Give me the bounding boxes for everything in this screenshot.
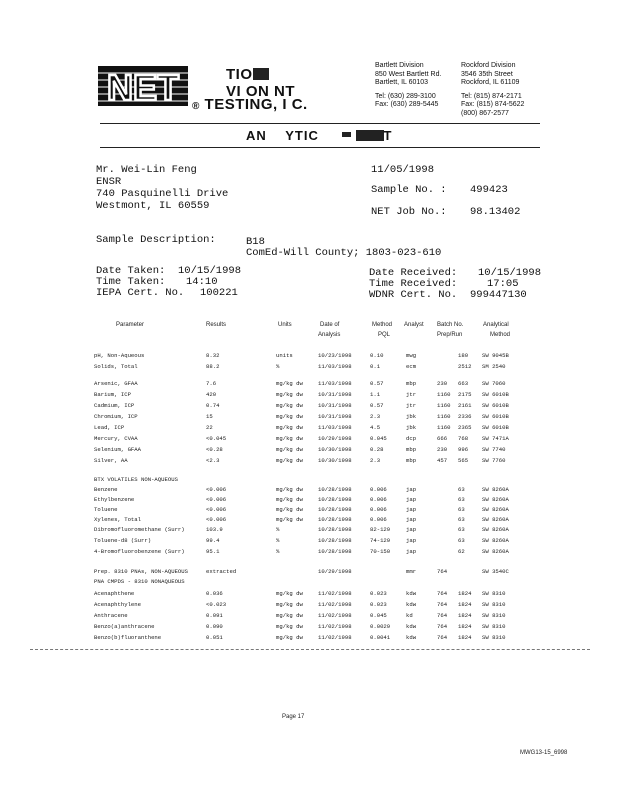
table-cell-batch-run: 663 [458, 380, 469, 387]
table-cell-analytical-method: SW 8260A [482, 486, 509, 493]
table-cell-batch-prep: 230 [437, 380, 448, 387]
time-received-label: Time Received: [369, 278, 458, 290]
table-cell-analytical-method: SW 8310 [482, 612, 506, 619]
table-cell-batch-prep: 457 [437, 457, 448, 464]
date-received-label: Date Received: [369, 267, 458, 279]
table-cell-analyst: jbk [406, 424, 417, 431]
table-cell-units: % [276, 526, 280, 533]
company-name-line1: TIO VI ON NT [226, 66, 296, 100]
table-cell-units: mg/kg dw [276, 446, 303, 453]
table-cell-analysis-date: 11/02/1998 [318, 623, 352, 630]
table-cell-units: mg/kg dw [276, 506, 303, 513]
table-cell-batch-prep: 666 [437, 435, 448, 442]
date-taken: 10/15/1998 [178, 265, 242, 277]
table-cell-batch-prep: 1160 [437, 413, 451, 420]
table-cell-pql: 0.57 [370, 380, 384, 387]
table-cell-parameter: Toluene-d8 (Surr) [94, 537, 152, 544]
table-cell-result: 0.090 [206, 623, 223, 630]
table-cell-analysis-date: 11/03/1998 [318, 424, 352, 431]
col-header-parameter: Parameter [116, 322, 145, 328]
table-cell-analytical-method: SW 6010B [482, 391, 509, 398]
table-cell-parameter: Anthracene [94, 612, 128, 619]
table-cell-batch-prep: 764 [437, 634, 448, 641]
table-cell-parameter: Prep. 8310 PNAs, NON-AQUEOUS [94, 568, 188, 575]
table-cell-analyst: jbk [406, 413, 417, 420]
svg-text:NET: NET [107, 67, 179, 106]
table-cell-analyst: mwg [406, 352, 417, 359]
table-cell-result: 15 [206, 413, 213, 420]
table-cell-analyst: jap [406, 496, 417, 503]
table-cell-parameter: Lead, ICP [94, 424, 125, 431]
table-cell-batch-run: 768 [458, 435, 469, 442]
iepa-label: IEPA Cert. No. [96, 287, 185, 299]
table-cell-analysis-date: 10/28/1998 [318, 526, 352, 533]
col-header-analytical: Analytical [483, 322, 509, 328]
table-cell-analyst: jap [406, 516, 417, 523]
table-cell-batch-prep: 764 [437, 612, 448, 619]
table-cell-analysis-date: 10/31/1998 [318, 402, 352, 409]
table-cell-pql: 0.006 [370, 516, 387, 523]
table-cell-analyst: kdw [406, 601, 417, 608]
table-cell-pql: 70-150 [370, 548, 391, 555]
table-cell-analytical-method: SW 8260A [482, 496, 509, 503]
col-header-results: Results [206, 322, 227, 328]
table-cell-parameter: Selenium, GFAA [94, 446, 141, 453]
table-cell-units: units [276, 352, 293, 359]
table-cell-analytical-method: SW 7471A [482, 435, 509, 442]
sample-desc-1: B18 [246, 236, 265, 248]
rockford-division-address: Rockford Division 3546 35th Street Rockford, IL 61109 Tel: (815) 874-2171 Fax: (815) 874-5622 (800) 867-2577 [461, 62, 525, 117]
table-cell-units: mg/kg dw [276, 516, 303, 523]
table-cell-pql: 0.006 [370, 506, 387, 513]
table-cell-result: 0.051 [206, 634, 223, 641]
table-cell-parameter: Mercury, CVAA [94, 435, 138, 442]
table-cell-analytical-method: SW 7060 [482, 380, 506, 387]
time-taken-label: Time Taken: [96, 276, 166, 288]
table-cell-pql: 82-129 [370, 526, 391, 533]
table-cell-analysis-date: 10/28/1998 [318, 486, 352, 493]
col-header-date-of: Date of [320, 322, 340, 328]
job-no-label: NET Job No.: [371, 206, 447, 218]
table-cell-analyst: mbp [406, 446, 417, 453]
table-cell-result: <2.3 [206, 457, 220, 464]
sample-no: 499423 [470, 184, 508, 196]
table-cell-batch-prep: 764 [437, 623, 448, 630]
col-header-batch: Batch No. [437, 322, 464, 328]
col-header-analytical-method: Method [490, 332, 511, 338]
table-cell-analyst: kd [406, 612, 413, 619]
table-cell-parameter: Chromium, ICP [94, 413, 138, 420]
table-cell-pql: 0.28 [370, 446, 384, 453]
table-cell-analysis-date: 10/29/1998 [318, 435, 352, 442]
table-cell-units: mg/kg dw [276, 424, 303, 431]
table-cell-analysis-date: 10/28/1998 [318, 506, 352, 513]
table-cell-result: 0.091 [206, 612, 223, 619]
table-cell-analyst: jtr [406, 402, 417, 409]
table-cell-units: mg/kg dw [276, 380, 303, 387]
table-cell-analyst: dcp [406, 435, 417, 442]
table-cell-result: <0.045 [206, 435, 227, 442]
table-cell-parameter: Benzo(a)anthracene [94, 623, 155, 630]
table-cell-result: <0.023 [206, 601, 227, 608]
table-cell-analysis-date: 10/29/1998 [318, 568, 352, 575]
table-cell-batch-run: 1824 [458, 601, 472, 608]
table-cell-parameter: pH, Non-Aqueous [94, 352, 145, 359]
table-cell-analytical-method: SW 6010B [482, 413, 509, 420]
table-cell-units: mg/kg dw [276, 601, 303, 608]
table-cell-pql: 0.0029 [370, 623, 391, 630]
table-cell-result: <0.006 [206, 496, 227, 503]
table-cell-analytical-method: SW 8260A [482, 526, 509, 533]
table-cell-result: extracted [206, 568, 237, 575]
date-received: 10/15/1998 [478, 267, 542, 279]
table-cell-units: % [276, 548, 280, 555]
table-cell-analyst: jap [406, 486, 417, 493]
table-cell-batch-run: 1824 [458, 612, 472, 619]
table-cell-analytical-method: SW 6010B [482, 424, 509, 431]
col-header-units: Units [278, 322, 292, 328]
table-cell-units: mg/kg dw [276, 391, 303, 398]
table-cell-analytical-method: SW 3540C [482, 568, 509, 575]
table-cell-analytical-method: SW 7760 [482, 457, 506, 464]
col-header-analyst: Analyst [404, 322, 424, 328]
table-cell-analyst: jap [406, 537, 417, 544]
client-street: 740 Pasquinelli Drive [96, 188, 229, 200]
table-cell-batch-run: 63 [458, 526, 465, 533]
table-cell-parameter: Silver, AA [94, 457, 128, 464]
table-cell-result: <0.006 [206, 506, 227, 513]
table-cell-analyst: ecm [406, 363, 417, 370]
table-cell-analysis-date: 10/31/1998 [318, 413, 352, 420]
table-cell-parameter: PNA CMPDS - 8310 NONAQUEOUS [94, 578, 185, 585]
table-cell-analysis-date: 10/28/1998 [318, 537, 352, 544]
table-cell-units: mg/kg dw [276, 590, 303, 597]
table-cell-batch-run: 180 [458, 352, 469, 359]
table-cell-analyst: mbp [406, 380, 417, 387]
table-cell-batch-run: 2512 [458, 363, 472, 370]
document-id: MWG13-15_6998 [520, 750, 568, 756]
table-cell-batch-prep: 1160 [437, 402, 451, 409]
table-cell-pql: 1.1 [370, 391, 381, 398]
table-cell-analysis-date: 11/02/1998 [318, 590, 352, 597]
table-cell-analysis-date: 11/03/1998 [318, 380, 352, 387]
table-cell-parameter: Ethylbenzene [94, 496, 135, 503]
table-cell-units: mg/kg dw [276, 435, 303, 442]
table-cell-parameter: Barium, ICP [94, 391, 131, 398]
table-cell-pql: 74-129 [370, 537, 391, 544]
table-cell-parameter: Toluene [94, 506, 118, 513]
table-cell-result: 7.6 [206, 380, 217, 387]
table-cell-batch-run: 996 [458, 446, 469, 453]
table-cell-pql: 2.3 [370, 457, 381, 464]
table-cell-analysis-date: 10/30/1998 [318, 446, 352, 453]
table-cell-analyst: kdw [406, 623, 417, 630]
col-header-analysis: Analysis [318, 332, 341, 338]
table-cell-analyst: jap [406, 506, 417, 513]
table-cell-batch-run: 2161 [458, 402, 472, 409]
table-cell-pql: 0.0041 [370, 634, 391, 641]
table-cell-units: mg/kg dw [276, 402, 303, 409]
table-cell-units: mg/kg dw [276, 612, 303, 619]
redaction-smudge [342, 132, 351, 137]
table-cell-analysis-date: 10/28/1998 [318, 496, 352, 503]
table-cell-result: <0.28 [206, 446, 223, 453]
report-title: AN YTIC T [246, 128, 393, 143]
table-cell-result: 420 [206, 391, 217, 398]
job-no: 98.13402 [470, 206, 521, 218]
table-cell-analysis-date: 11/02/1998 [318, 612, 352, 619]
table-cell-analytical-method: SM 2540 [482, 363, 506, 370]
bartlett-division-address: Bartlett Division 850 West Bartlett Rd. Bartlett, IL 60103 Tel: (630) 289-3100 Fax: (630) 289-5445 [375, 62, 442, 108]
table-cell-units: mg/kg dw [276, 457, 303, 464]
table-cell-analytical-method: SW 8260A [482, 548, 509, 555]
table-cell-parameter: Benzo(b)fluoranthene [94, 634, 162, 641]
table-cell-parameter: Dibromofluoromethane (Surr) [94, 526, 185, 533]
table-cell-pql: 2.3 [370, 413, 381, 420]
table-cell-pql: 0.1 [370, 363, 381, 370]
table-cell-parameter: Xylenes, Total [94, 516, 141, 523]
sample-desc-label: Sample Description: [96, 234, 216, 246]
table-cell-analytical-method: SW 9045B [482, 352, 509, 359]
report-date: 11/05/1998 [371, 164, 435, 176]
time-received: 17:05 [487, 278, 519, 290]
table-cell-units: mg/kg dw [276, 623, 303, 630]
table-cell-parameter: Acenaphthene [94, 590, 135, 597]
table-cell-analysis-date: 10/28/1998 [318, 548, 352, 555]
table-cell-units: mg/kg dw [276, 496, 303, 503]
table-cell-parameter: Solids, Total [94, 363, 138, 370]
table-cell-parameter: Acenaphthylene [94, 601, 141, 608]
table-cell-batch-run: 2175 [458, 391, 472, 398]
table-cell-pql: 0.045 [370, 435, 387, 442]
time-taken: 14:10 [186, 276, 218, 288]
table-cell-batch-run: 565 [458, 457, 469, 464]
table-cell-pql: 0.006 [370, 496, 387, 503]
table-cell-units: % [276, 537, 280, 544]
table-cell-pql: 0.10 [370, 352, 384, 359]
table-cell-result: 8.32 [206, 352, 220, 359]
table-cell-analysis-date: 10/30/1998 [318, 457, 352, 464]
table-cell-pql: 0.57 [370, 402, 384, 409]
client-org: ENSR [96, 176, 122, 188]
table-cell-batch-run: 63 [458, 516, 465, 523]
table-cell-analytical-method: SW 8310 [482, 601, 506, 608]
table-cell-batch-run: 63 [458, 537, 465, 544]
table-cell-analytical-method: SW 8310 [482, 634, 506, 641]
redaction-smudge [356, 130, 384, 141]
table-cell-analyst: jap [406, 548, 417, 555]
wdnr-label: WDNR Cert. No. [369, 289, 458, 301]
col-header-pql: PQL [378, 332, 391, 338]
table-cell-pql: 0.045 [370, 612, 387, 619]
table-cell-parameter: 4-Bromofluorobenzene (Surr) [94, 548, 185, 555]
client-city: Westmont, IL 60559 [96, 200, 210, 212]
table-cell-batch-run: 1824 [458, 623, 472, 630]
table-cell-result: 99.4 [206, 537, 220, 544]
header-rule-bottom [100, 147, 540, 148]
table-cell-units: % [276, 363, 280, 370]
wdnr-cert: 999447130 [470, 289, 527, 301]
table-cell-analyst: jtr [406, 391, 417, 398]
table-cell-analysis-date: 10/31/1998 [318, 391, 352, 398]
redaction-smudge [253, 68, 269, 80]
table-cell-batch-run: 1824 [458, 590, 472, 597]
table-cell-analysis-date: 11/02/1998 [318, 634, 352, 641]
iepa-cert: 100221 [200, 287, 238, 299]
header-rule-top [100, 123, 540, 124]
table-cell-analytical-method: SW 7740 [482, 446, 506, 453]
company-name-line2: ® TESTING, I C. [192, 96, 308, 113]
table-cell-analyst: kdw [406, 634, 417, 641]
table-cell-parameter: BTX VOLATILES NON-AQUEOUS [94, 476, 178, 483]
table-cell-analytical-method: SW 8260A [482, 516, 509, 523]
table-cell-batch-run: 63 [458, 486, 465, 493]
table-cell-pql: 4.5 [370, 424, 381, 431]
table-cell-batch-run: 63 [458, 496, 465, 503]
table-cell-pql: 0.006 [370, 486, 387, 493]
net-logo-icon [98, 66, 188, 106]
table-cell-units: mg/kg dw [276, 413, 303, 420]
table-cell-analyst: mmr [406, 568, 417, 575]
sample-desc-2: ComEd-Will County; 1803-023-610 [246, 247, 442, 259]
table-cell-pql: 0.023 [370, 601, 387, 608]
table-cell-result: 103.9 [206, 526, 223, 533]
col-header-prep-run: Prep/Run [437, 332, 463, 338]
table-cell-result: <0.006 [206, 486, 227, 493]
table-cell-parameter: Arsenic, GFAA [94, 380, 138, 387]
client-name: Mr. Wei-Lin Feng [96, 164, 197, 176]
table-cell-units: mg/kg dw [276, 634, 303, 641]
sample-no-label: Sample No. : [371, 184, 447, 196]
table-cell-batch-prep: 1160 [437, 391, 451, 398]
date-taken-label: Date Taken: [96, 265, 166, 277]
table-cell-result: <0.006 [206, 516, 227, 523]
table-cell-parameter: Benzene [94, 486, 118, 493]
table-cell-parameter: Cadmium, ICP [94, 402, 135, 409]
table-cell-batch-prep: 1160 [437, 424, 451, 431]
client-address-block [96, 164, 228, 212]
table-cell-batch-prep: 764 [437, 568, 448, 575]
table-cell-batch-run: 2365 [458, 424, 472, 431]
page-number: Page 17 [282, 714, 305, 720]
table-cell-analyst: jap [406, 526, 417, 533]
table-cell-result: 22 [206, 424, 213, 431]
table-cell-analytical-method: SW 8260A [482, 506, 509, 513]
table-cell-result: 88.2 [206, 363, 220, 370]
table-cell-result: 95.1 [206, 548, 220, 555]
table-cell-batch-run: 63 [458, 506, 465, 513]
table-end-dashed-rule [30, 649, 590, 650]
table-cell-analytical-method: SW 6010B [482, 402, 509, 409]
table-cell-result: 0.74 [206, 402, 220, 409]
table-cell-batch-prep: 230 [437, 446, 448, 453]
table-cell-batch-run: 1824 [458, 634, 472, 641]
table-cell-result: 0.036 [206, 590, 223, 597]
table-cell-batch-run: 62 [458, 548, 465, 555]
table-cell-batch-prep: 764 [437, 601, 448, 608]
table-cell-analysis-date: 10/23/1998 [318, 352, 352, 359]
table-cell-analysis-date: 11/03/1998 [318, 363, 352, 370]
table-cell-analytical-method: SW 8310 [482, 623, 506, 630]
table-cell-analysis-date: 11/02/1998 [318, 601, 352, 608]
table-cell-units: mg/kg dw [276, 486, 303, 493]
table-cell-analyst: mbp [406, 457, 417, 464]
table-cell-batch-prep: 764 [437, 590, 448, 597]
table-cell-batch-run: 2336 [458, 413, 472, 420]
table-cell-analysis-date: 10/28/1998 [318, 516, 352, 523]
table-cell-analyst: kdw [406, 590, 417, 597]
table-cell-analytical-method: SW 8310 [482, 590, 506, 597]
col-header-method: Method [372, 322, 393, 328]
table-cell-analytical-method: SW 8260A [482, 537, 509, 544]
table-cell-pql: 0.023 [370, 590, 387, 597]
